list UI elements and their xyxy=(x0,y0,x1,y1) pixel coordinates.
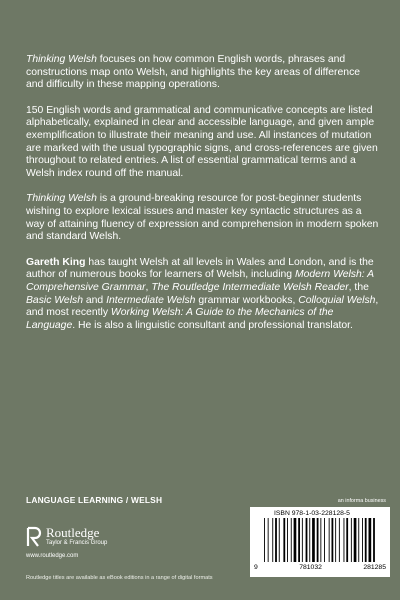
publisher-url: www.routledge.com xyxy=(26,553,79,559)
blurb-text xyxy=(26,54,380,345)
barcode-right-digits: 281285 xyxy=(363,564,386,571)
blurb-text-span: focuses on how common English words, phrases and constructions map onto Welsh, and highlights the key areas of difference and difficulty in these mapping operations. xyxy=(26,54,361,91)
publisher-name: Routledge xyxy=(46,525,100,540)
isbn-text: ISBN 978-1-03-228128-5 xyxy=(274,510,350,517)
bio-text: , the xyxy=(348,281,369,293)
category-label: LANGUAGE LEARNING / WELSH xyxy=(26,495,163,505)
barcode-lead-digit: 9 xyxy=(254,564,258,571)
blurb-paragraph-3 xyxy=(26,193,380,243)
bio-text: has taught Welsh at all levels in Wales and London, and is the author of numerous books for learners of Welsh, including xyxy=(26,256,374,281)
book-title: Colloquial Welsh xyxy=(298,294,376,306)
blurb-text-span: is a ground-breaking resource for post-beginner students wishing to explore lexical issues and master key syntactic structures as a way of attaining fluency of expression and comprehension in modern spoken and standard Welsh. xyxy=(26,193,379,243)
book-title: Basic Welsh xyxy=(26,294,83,306)
book-title: The Routledge Intermediate Welsh Reader xyxy=(151,281,349,293)
book-title: Thinking Welsh xyxy=(26,193,97,205)
bio-text: , and most recently xyxy=(26,294,379,319)
blurb-paragraph-1 xyxy=(26,54,380,92)
barcode-left-digits: 781032 xyxy=(299,564,322,571)
book-title: Thinking Welsh xyxy=(26,54,97,65)
author-bio xyxy=(26,257,380,333)
bio-text: grammar workbooks, xyxy=(195,294,299,306)
barcode-digits xyxy=(254,564,386,571)
ebook-footnote: Routledge titles are available as eBook editions in a range of digital formats xyxy=(26,575,213,581)
bio-text: and xyxy=(82,294,107,306)
book-title: Intermediate Welsh xyxy=(106,294,196,306)
informa-label: an informa business xyxy=(337,498,386,504)
author-name: Gareth King xyxy=(26,256,86,268)
publisher-logo xyxy=(26,525,156,563)
routledge-logo-icon xyxy=(26,526,42,548)
barcode-icon xyxy=(254,518,386,564)
book-title: Working Welsh: A Guide to the Mechanics of the Language xyxy=(26,307,334,331)
blurb-paragraph-2: 150 English words and grammatical and communicative concepts are listed alphabetically, explained in clear and accessible language, and given ample exemplification to illustrate their meaning and use. All instances of mutation are marked with the usual typographic signs, and cross-references are given throughout to related entries. A list of essential grammatical terms and a Welsh index round off the manual. xyxy=(26,104,378,179)
bio-text: , xyxy=(145,281,152,293)
barcode-area xyxy=(250,498,390,577)
book-title: Modern Welsh: A Comprehensive Grammar xyxy=(26,269,374,293)
publisher-group: Taylor & Francis Group xyxy=(46,540,108,546)
barcode-box xyxy=(250,507,390,577)
bio-text: . He is also a linguistic consultant and professional translator. xyxy=(72,319,353,331)
